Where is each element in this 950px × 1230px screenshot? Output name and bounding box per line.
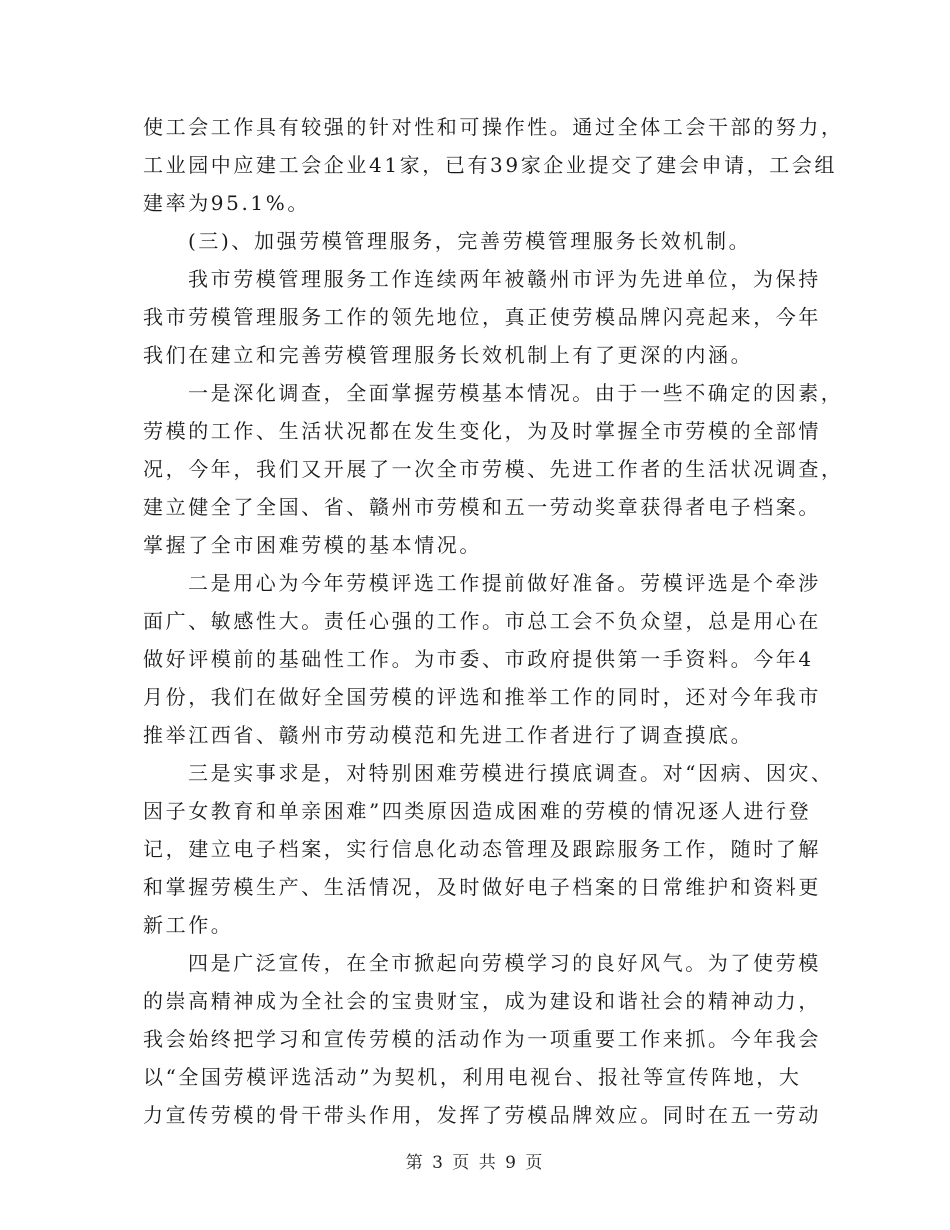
text-line: 月份，我们在做好全国劳模的评选和推举工作的同时，还对今年我市: [143, 685, 821, 709]
text-line: 掌握了全市困难劳模的基本情况。: [143, 533, 482, 557]
text-line: 和掌握劳模生产、生活情况，及时做好电子档案的日常维护和资料更: [143, 875, 821, 899]
text-line: 记，建立电子档案，实行信息化动态管理及跟踪服务工作，随时了解: [143, 837, 821, 861]
text-line: 我会始终把学习和宣传劳模的活动作为一项重要工作来抓。今年我会: [143, 1027, 821, 1051]
text-line: 的崇高精神成为全社会的宝贵财宝，成为建设和谐社会的精神动力，: [143, 989, 821, 1013]
text-line: 我市劳模管理服务工作连续两年被赣州市评为先进单位，为保持: [188, 267, 821, 291]
text-line: 使工会工作具有较强的针对性和可操作性。通过全体工会干部的努力，: [143, 115, 844, 139]
text-line: 我们在建立和完善劳模管理服务长效机制上有了更深的内涵。: [143, 343, 754, 367]
text-line: 一是深化调查，全面掌握劳模基本情况。由于一些不确定的因素，: [188, 381, 844, 405]
text-line: 因子女教育和单亲困难”四类原因造成困难的劳模的情况逐人进行登: [143, 799, 812, 823]
text-line: 二是用心为今年劳模评选工作提前做好准备。劳模评选是个牵涉: [188, 571, 821, 595]
text-line: 工业园中应建工会企业41家，已有39家企业提交了建会申请，工会组: [143, 153, 838, 177]
text-line: 我市劳模管理服务工作的领先地位，真正使劳模品牌闪亮起来，今年: [143, 305, 821, 329]
text-line: 四是广泛宣传，在全市掀起向劳模学习的良好风气。为了使劳模: [188, 951, 821, 975]
text-line: 做好评模前的基础性工作。为市委、市政府提供第一手资料。今年4: [143, 647, 814, 671]
text-line: 推举江西省、赣州市劳动模范和先进工作者进行了调查摸底。: [143, 723, 754, 747]
text-line: 劳模的工作、生活状况都在发生变化，为及时掌握全市劳模的全部情: [143, 419, 821, 443]
text-line: 况，今年，我们又开展了一次全市劳模、先进工作者的生活状况调查，: [143, 457, 844, 481]
text-line: 以“全国劳模评选活动”为契机，利用电视台、报社等宣传阵地，大: [143, 1065, 802, 1089]
text-line: 建率为95.1%。: [143, 191, 310, 215]
text-line: 面广、敏感性大。责任心强的工作。市总工会不负众望，总是用心在: [143, 609, 821, 633]
text-line: 建立健全了全国、省、赣州市劳模和五一劳动奖章获得者电子档案。: [143, 495, 821, 519]
page-footer: 第 3 页 共 9 页: [405, 1153, 545, 1173]
text-line: 新工作。: [143, 913, 234, 937]
text-line: 力宣传劳模的骨干带头作用，发挥了劳模品牌效应。同时在五一劳动: [143, 1103, 821, 1127]
text-line: 三是实事求是，对特别困难劳模进行摸底调查。对“因病、因灾、: [188, 761, 834, 785]
section-heading: (三)、加强劳模管理服务，完善劳模管理服务长效机制。: [188, 229, 752, 253]
